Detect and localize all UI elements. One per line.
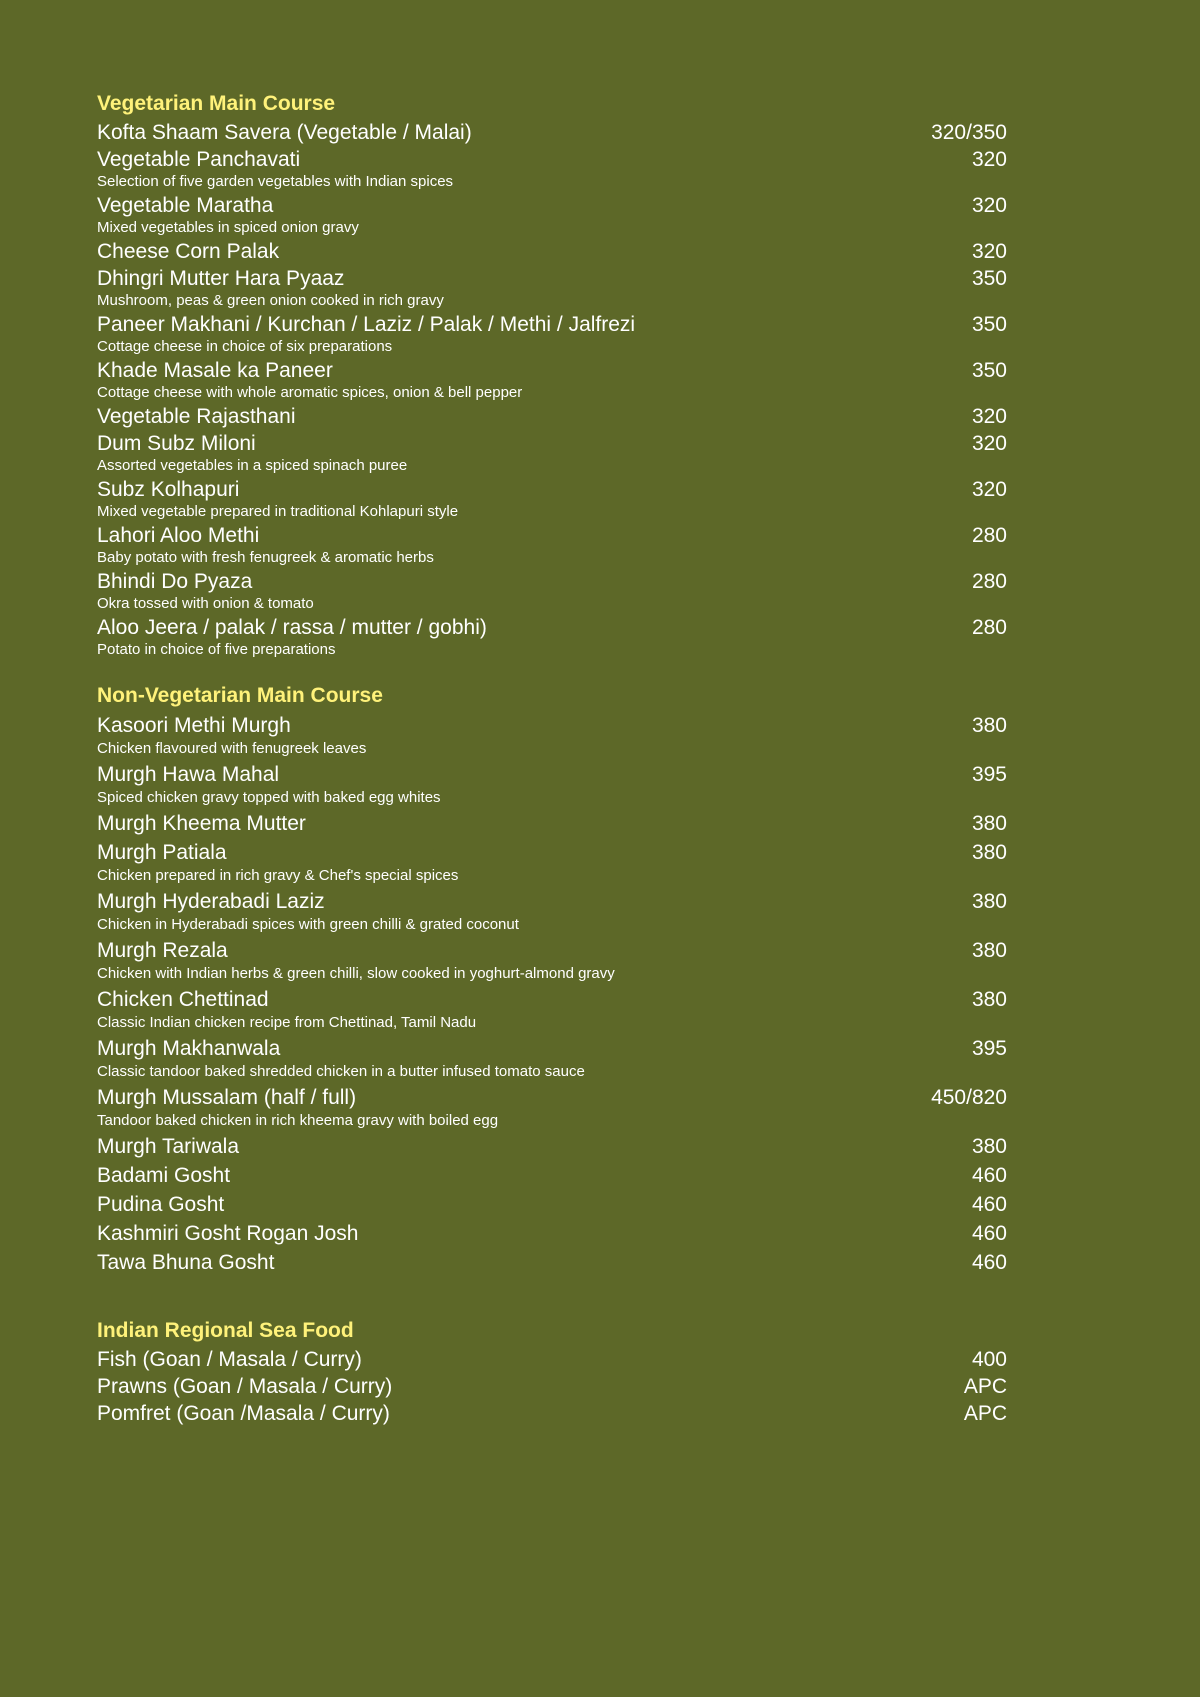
menu-item — [97, 476, 1007, 522]
menu-item-price: APC — [963, 1402, 1007, 1425]
menu-item-row — [97, 430, 1007, 457]
menu-item-name: Cheese Corn Palak — [97, 240, 280, 263]
menu-item-row — [97, 192, 1007, 219]
section-title: Indian Regional Sea Food — [97, 1319, 354, 1342]
menu-item-row — [97, 311, 1007, 338]
menu-item-row — [97, 887, 1007, 916]
menu-item-name: Chicken Chettinad — [97, 988, 269, 1011]
menu-item-description: Mixed vegetable prepared in traditional Kohlapuri style — [97, 503, 459, 520]
menu-item — [97, 311, 1007, 357]
menu-item — [97, 1346, 1007, 1373]
menu-item — [97, 265, 1007, 311]
menu-item-price: 320 — [971, 194, 1007, 217]
menu-item-price: 280 — [971, 616, 1007, 639]
menu-item-description: Assorted vegetables in a spiced spinach puree — [97, 457, 408, 474]
menu-item-price: 320 — [971, 432, 1007, 455]
menu-item-name: Murgh Rezala — [97, 939, 228, 962]
menu-item-description: Classic Indian chicken recipe from Chettinad, Tamil Nadu — [97, 1014, 477, 1031]
menu-item-name: Badami Gosht — [97, 1164, 231, 1187]
menu-item-description: Chicken with Indian herbs & green chilli, slow cooked in yoghurt-almond gravy — [97, 965, 615, 982]
menu-item — [97, 887, 1007, 936]
menu-item — [97, 522, 1007, 568]
menu-item-description: Classic tandoor baked shredded chicken in a butter infused tomato sauce — [97, 1063, 585, 1080]
menu-item-row — [97, 357, 1007, 384]
menu-item-description: Chicken flavoured with fenugreek leaves — [97, 740, 367, 757]
menu-item-name: Kofta Shaam Savera (Vegetable / Malai) — [97, 121, 472, 144]
menu-item — [97, 403, 1007, 430]
menu-item-row — [97, 1248, 1007, 1277]
menu-item-name: Prawns (Goan / Masala / Curry) — [97, 1375, 393, 1398]
menu-item-description: Baby potato with fresh fenugreek & aromatic herbs — [97, 549, 434, 566]
menu-item-name: Kashmiri Gosht Rogan Josh — [97, 1222, 359, 1245]
menu-item — [97, 430, 1007, 476]
menu-item — [97, 238, 1007, 265]
menu-item-name: Fish (Goan / Masala / Curry) — [97, 1348, 362, 1371]
menu-item — [97, 146, 1007, 192]
menu-item-price: 350 — [971, 267, 1007, 290]
menu-item-description: Mushroom, peas & green onion cooked in rich gravy — [97, 292, 444, 309]
menu-item-price: 460 — [971, 1193, 1007, 1216]
menu-item-name: Murgh Hyderabadi Laziz — [97, 890, 325, 913]
menu-item — [97, 1034, 1007, 1083]
menu-item — [97, 1373, 1007, 1400]
menu-item-row — [97, 568, 1007, 595]
section-sea-food — [97, 1317, 1007, 1427]
menu-item-price: 280 — [971, 570, 1007, 593]
menu-item-row — [97, 1400, 1007, 1427]
menu-item-name: Vegetable Panchavati — [97, 148, 301, 171]
menu-items — [97, 1346, 1007, 1427]
menu-item-description: Chicken prepared in rich gravy & Chef's special spices — [97, 867, 459, 884]
menu-item-row — [97, 711, 1007, 740]
section-title: Non-Vegetarian Main Course — [97, 684, 383, 707]
menu-item-description: Chicken in Hyderabadi spices with green chilli & grated coconut — [97, 916, 519, 933]
menu-item-name: Lahori Aloo Methi — [97, 524, 260, 547]
menu-item-name: Murgh Patiala — [97, 841, 227, 864]
menu-item-name: Subz Kolhapuri — [97, 478, 240, 501]
menu-item-description: Cottage cheese in choice of six preparations — [97, 338, 393, 355]
menu-item-row — [97, 936, 1007, 965]
menu-item — [97, 1400, 1007, 1427]
menu-item — [97, 1248, 1007, 1277]
menu-item — [97, 1083, 1007, 1132]
menu-item — [97, 711, 1007, 760]
menu-item — [97, 568, 1007, 614]
menu-item-price: 380 — [971, 890, 1007, 913]
menu-item — [97, 760, 1007, 809]
menu-item-price: 395 — [971, 763, 1007, 786]
menu-item-name: Murgh Makhanwala — [97, 1037, 281, 1060]
menu-item-row — [97, 238, 1007, 265]
menu-item-name: Pomfret (Goan /Masala / Curry) — [97, 1402, 390, 1425]
section-vegetarian — [97, 90, 1007, 660]
menu — [97, 90, 1007, 1427]
menu-item-price: 380 — [971, 939, 1007, 962]
menu-item — [97, 614, 1007, 660]
menu-items — [97, 119, 1007, 660]
menu-item-row — [97, 1346, 1007, 1373]
menu-item-name: Bhindi Do Pyaza — [97, 570, 253, 593]
menu-items — [97, 711, 1007, 1277]
menu-item-price: 395 — [971, 1037, 1007, 1060]
menu-item-name: Murgh Kheema Mutter — [97, 812, 306, 835]
menu-item-name: Murgh Hawa Mahal — [97, 763, 280, 786]
menu-item-price: 280 — [971, 524, 1007, 547]
menu-item-description: Selection of five garden vegetables with Indian spices — [97, 173, 454, 190]
menu-item-name: Murgh Tariwala — [97, 1135, 240, 1158]
menu-item-price: 380 — [971, 841, 1007, 864]
menu-item-row — [97, 1161, 1007, 1190]
menu-item — [97, 838, 1007, 887]
menu-item — [97, 1219, 1007, 1248]
menu-item-row — [97, 614, 1007, 641]
menu-item-row — [97, 838, 1007, 867]
menu-item-price: APC — [963, 1375, 1007, 1398]
menu-item-name: Tawa Bhuna Gosht — [97, 1251, 275, 1274]
menu-item-name: Dhingri Mutter Hara Pyaaz — [97, 267, 345, 290]
menu-item-description: Spiced chicken gravy topped with baked egg whites — [97, 789, 441, 806]
menu-item-name: Vegetable Maratha — [97, 194, 274, 217]
menu-item-row — [97, 1034, 1007, 1063]
menu-item-description: Tandoor baked chicken in rich kheema gravy with boiled egg — [97, 1112, 499, 1129]
menu-item-name: Aloo Jeera / palak / rassa / mutter / gobhi) — [97, 616, 487, 639]
menu-item — [97, 809, 1007, 838]
menu-item-price: 350 — [971, 359, 1007, 382]
menu-item-price: 320 — [971, 405, 1007, 428]
menu-item — [97, 1190, 1007, 1219]
menu-item-price: 460 — [971, 1251, 1007, 1274]
menu-item-row — [97, 403, 1007, 430]
menu-item-price: 380 — [971, 812, 1007, 835]
menu-item-row — [97, 265, 1007, 292]
menu-item — [97, 1132, 1007, 1161]
menu-item — [97, 936, 1007, 985]
menu-item-price: 380 — [971, 988, 1007, 1011]
menu-item-row — [97, 809, 1007, 838]
menu-item-price: 460 — [971, 1164, 1007, 1187]
menu-item-name: Murgh Mussalam (half / full) — [97, 1086, 357, 1109]
menu-item — [97, 357, 1007, 403]
menu-item-row — [97, 119, 1007, 146]
menu-item-row — [97, 985, 1007, 1014]
menu-item-row — [97, 522, 1007, 549]
menu-item-row — [97, 1132, 1007, 1161]
menu-item-description: Cottage cheese with whole aromatic spices, onion & bell pepper — [97, 384, 523, 401]
menu-item-price: 350 — [971, 313, 1007, 336]
menu-item-name: Vegetable Rajasthani — [97, 405, 296, 428]
menu-item-row — [97, 1190, 1007, 1219]
menu-item — [97, 1161, 1007, 1190]
menu-item-name: Khade Masale ka Paneer — [97, 359, 333, 382]
menu-item-row — [97, 760, 1007, 789]
menu-item-description: Okra tossed with onion & tomato — [97, 595, 314, 612]
menu-item-name: Dum Subz Miloni — [97, 432, 256, 455]
menu-item-price: 380 — [971, 1135, 1007, 1158]
menu-item-price: 320 — [971, 240, 1007, 263]
menu-item-row — [97, 146, 1007, 173]
menu-item-description: Potato in choice of five preparations — [97, 641, 336, 658]
menu-item-row — [97, 1083, 1007, 1112]
menu-item — [97, 192, 1007, 238]
menu-item-price: 450/820 — [931, 1086, 1007, 1109]
menu-item-price: 460 — [971, 1222, 1007, 1245]
menu-item-row — [97, 1373, 1007, 1400]
menu-item-price: 320 — [971, 148, 1007, 171]
menu-item-price: 320 — [971, 478, 1007, 501]
menu-item-price: 400 — [971, 1348, 1007, 1371]
menu-item-row — [97, 1219, 1007, 1248]
menu-item-name: Paneer Makhani / Kurchan / Laziz / Palak / Methi / Jalfrezi — [97, 313, 636, 336]
section-title: Vegetarian Main Course — [97, 92, 336, 115]
menu-item-price: 320/350 — [931, 121, 1007, 144]
menu-item — [97, 985, 1007, 1034]
section-non-vegetarian — [97, 682, 1007, 1277]
menu-item-row — [97, 476, 1007, 503]
menu-item — [97, 119, 1007, 146]
menu-item-description: Mixed vegetables in spiced onion gravy — [97, 219, 359, 236]
menu-item-name: Pudina Gosht — [97, 1193, 225, 1216]
menu-item-name: Kasoori Methi Murgh — [97, 714, 291, 737]
menu-item-price: 380 — [971, 714, 1007, 737]
